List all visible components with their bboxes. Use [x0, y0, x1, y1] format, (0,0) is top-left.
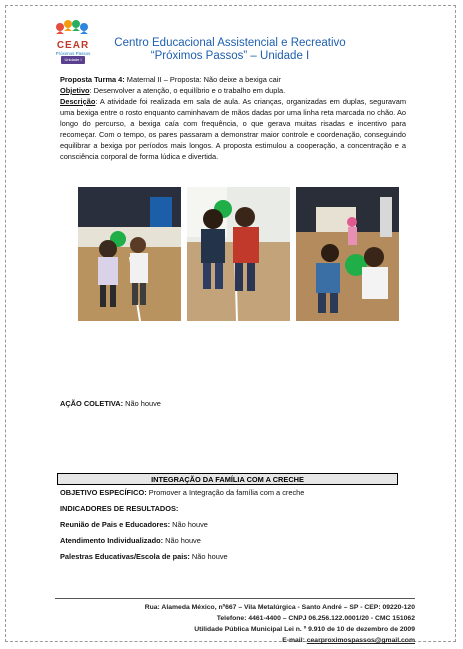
atendimento-value: Não houve [163, 536, 201, 545]
footer-email-label: E-mail: [282, 637, 307, 644]
acao-coletiva-line [60, 399, 161, 408]
turma-label: Proposta Turma 4: [60, 75, 125, 84]
objetivo-line [60, 85, 406, 96]
activity-photo-2 [187, 187, 290, 321]
header-title: Centro Educacional Assistencial e Recreativo [114, 37, 346, 49]
footer-email-link[interactable]: cearproximospassos@gmail.com [306, 637, 415, 644]
header-subtitle: “Próximos Passos” – Unidade I [150, 50, 310, 62]
acao-label: AÇÃO COLETIVA: [60, 399, 124, 408]
palestras-line [60, 552, 228, 561]
objetivo-label: Objetivo [60, 86, 90, 95]
footer-email-line [55, 637, 415, 644]
palestras-value: Não houve [189, 552, 228, 561]
objetivo-especifico-label: OBJETIVO ESPECÍFICO: [60, 488, 147, 497]
palestras-label: Palestras Educativas/Escola de pais: [60, 552, 190, 561]
footer-phone-cnpj: Telefone: 4461-4400 – CNPJ 06.256.122.0001/20 - CMC 151062 [216, 615, 415, 622]
atendimento-line [60, 536, 201, 545]
objetivo-especifico-line [60, 488, 304, 497]
logo-wordmark: CEAR [56, 40, 90, 51]
reuniao-value: Não houve [170, 520, 208, 529]
activity-photo-1 [78, 187, 181, 321]
atendimento-label: Atendimento Individualizado: [60, 536, 164, 545]
activity-photo-3 [296, 187, 399, 321]
objetivo-value: : Desenvolver a atenção, o equilíbrio e o trabalho em dupla. [89, 86, 286, 95]
descricao-label: Descrição [60, 97, 96, 106]
turma-value: Maternal II – Proposta: Não deixe a bexiga cair [124, 75, 281, 84]
logo-badge: Unidade I [61, 56, 85, 64]
acao-value: Não houve [123, 399, 161, 408]
proposal-section [60, 74, 406, 162]
logo-subtitle: Próximos Passos [55, 51, 91, 56]
footer-divider [55, 598, 415, 599]
descricao-value: : A atividade foi realizada em sala de aula. As crianças, organizadas em duplas, seguravam uma bexiga entre o rosto enquanto caminhavam de mãos dadas por uma linha reta marcada no chão. Ao longo do percurso, a bexiga caía com frequência, o que gerava muitas risadas e incentivo para recomeçar. Com o tempo, os pares passaram a demonstrar maior controle e coordenação, conseguindo equilibrar a bexiga por períodos mais longos. A proposta estimulou a cooperação, a concentração e a consciência corporal de forma lúdica e divertida. [60, 97, 406, 161]
footer-law: Utilidade Pública Municipal Lei n. º 9.910 de 10 de dezembro de 2009 [194, 626, 415, 633]
descricao-paragraph [60, 96, 406, 162]
reuniao-line [60, 520, 208, 529]
integracao-heading: INTEGRAÇÃO DA FAMÍLIA COM A CRECHE [57, 473, 398, 485]
indicadores-heading: INDICADORES DE RESULTADOS: [60, 504, 179, 513]
photo-strip [78, 187, 400, 321]
objetivo-especifico-value: Promover a Integração da família com a creche [146, 488, 305, 497]
turma-line [60, 74, 406, 85]
reuniao-label: Reunião de Pais e Educadores: [60, 520, 171, 529]
footer-address: Rua: Alameda México, nº667 – Vila Metalúrgica - Santo André – SP - CEP: 09220-120 [144, 604, 415, 611]
